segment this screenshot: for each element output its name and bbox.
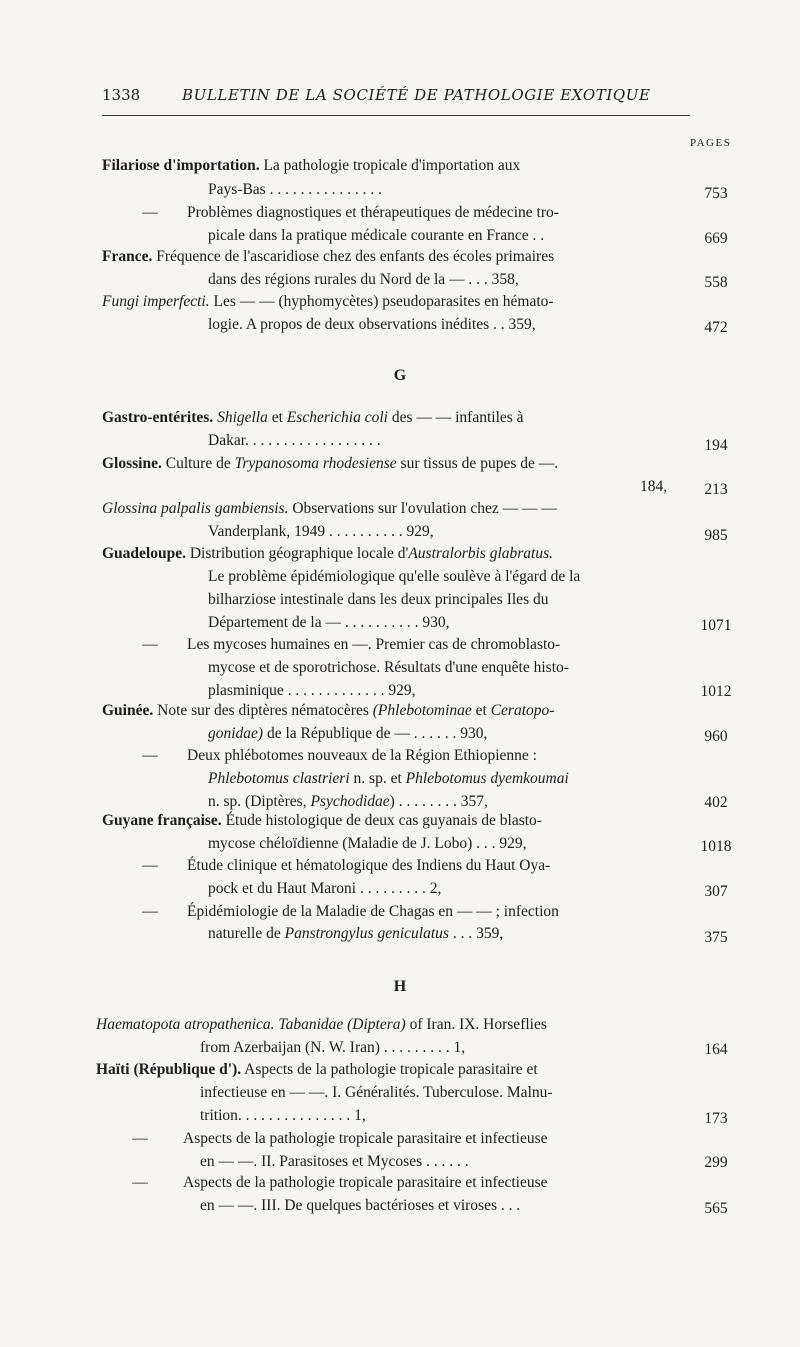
entry-keyword: Guinée.: [102, 702, 154, 719]
species-name: Trypanosoma rhodesiense: [234, 455, 397, 472]
species-name: Shigella: [217, 409, 268, 426]
entry-continuation: Pays-Bas . . . . . . . . . . . . . . .: [208, 181, 382, 198]
page-ref: 1012: [700, 683, 732, 700]
index-entry-heading: [102, 454, 558, 474]
entry-keyword: Fungi imperfecti.: [102, 293, 210, 310]
entry-text: Aspects de la pathologie tropicale parasitaire et: [241, 1061, 538, 1078]
entry-text: et: [471, 702, 491, 719]
index-entry-heading: [102, 811, 542, 831]
index-entry-heading: [102, 499, 557, 519]
entry-text: n. sp. et: [349, 770, 406, 787]
entry-text: naturelle de: [208, 925, 285, 942]
species-name: Escherichia coli: [286, 409, 388, 426]
entry-keyword: Filariose d'importation.: [102, 157, 260, 174]
entry-keyword: Haïti (République d').: [96, 1061, 242, 1078]
species-name: Ceratopo-: [490, 702, 555, 719]
index-entry-heading: [102, 156, 520, 176]
entry-continuation: [208, 724, 487, 744]
page-ref: 472: [704, 319, 728, 336]
page-ref: 1071: [700, 617, 732, 634]
page-ref: 213: [704, 481, 728, 498]
entry-text: Épidémiologie de la Maladie de Chagas en — — ; infection: [187, 903, 559, 920]
entry-text: n. sp. (Diptères,: [208, 793, 311, 810]
page-ref: 1018: [700, 838, 732, 855]
index-entry-heading: [96, 1060, 538, 1080]
entry-keyword: Guyane française.: [102, 812, 222, 829]
ditto-dash: —: [142, 857, 158, 874]
section-letter-h: H: [393, 978, 407, 995]
entry-keyword: Glossina palpalis gambiensis.: [102, 500, 289, 517]
page-ref: 558: [704, 274, 728, 291]
ditto-dash: —: [142, 747, 158, 764]
page-ref: 173: [704, 1110, 728, 1127]
page-ref: 194: [704, 437, 728, 454]
header-rule: [102, 115, 690, 116]
index-entry-heading: [102, 544, 553, 564]
entry-continuation: pock et du Haut Maroni . . . . . . . . . 2,: [208, 880, 442, 897]
entry-text: Fréquence de l'ascaridiose chez des enfants des écoles primaires: [152, 248, 555, 265]
page-ref: 753: [704, 185, 728, 202]
entry-text: Aspects de la pathologie tropicale parasitaire et infectieuse: [183, 1174, 548, 1191]
species-name: gonidae): [208, 725, 264, 742]
entry-text: of Iran. IX. Horseflies: [405, 1016, 547, 1033]
entry-continuation: from Azerbaijan (N. W. Iran) . . . . . . . . . 1,: [200, 1039, 466, 1056]
ditto-dash: —: [142, 903, 158, 920]
ditto-dash: —: [142, 636, 158, 653]
entry-text: Étude clinique et hématologique des Indiens du Haut Oya-: [187, 857, 551, 874]
entry-text: Les — — (hyphomycètes) pseudoparasites en hémato-: [209, 293, 554, 310]
page-ref: 375: [704, 929, 728, 946]
entry-continuation: Dakar. . . . . . . . . . . . . . . . . .: [208, 432, 381, 449]
species-name: Australorbis glabratus.: [408, 545, 554, 562]
species-name: Phlebotomus dyemkoumai: [405, 770, 569, 787]
index-entry-heading: [102, 408, 524, 428]
entry-keyword: Haematopota atropathenica. Tabanidae (Diptera): [96, 1016, 406, 1033]
entry-continuation: Vanderplank, 1949 . . . . . . . . . . 929,: [208, 523, 434, 540]
entry-text: La pathologie tropicale d'importation aux: [259, 157, 521, 174]
ditto-dash: —: [142, 204, 158, 221]
entry-continuation: mycose et de sporotrichose. Résultats d'une enquête histo-: [208, 659, 569, 676]
entry-continuation: trition. . . . . . . . . . . . . . . 1,: [200, 1107, 366, 1124]
index-entry-heading: [102, 247, 554, 267]
entry-keyword: Guadeloupe.: [102, 545, 186, 562]
entry-continuation: en — —. II. Parasitoses et Mycoses . . . . . .: [200, 1153, 469, 1170]
ditto-dash: —: [132, 1130, 148, 1147]
pages-column-label: PAGES: [690, 137, 732, 149]
page-number: 1338: [102, 86, 141, 104]
journal-title: BULLETIN DE LA SOCIÉTÉ DE PATHOLOGIE EXOTIQUE: [182, 86, 651, 104]
entry-continuation: 184,: [640, 478, 668, 495]
entry-text: Les mycoses humaines en —. Premier cas de chromoblasto-: [187, 636, 561, 653]
entry-continuation: logie. A propos de deux observations inédites . . 359,: [208, 316, 536, 333]
entry-text: Culture de: [161, 455, 235, 472]
species-name: Psychodidae: [310, 793, 390, 810]
running-header: [102, 86, 692, 106]
page-ref: 164: [704, 1041, 728, 1058]
entry-keyword: Gastro-entérites.: [102, 409, 214, 426]
entry-continuation: mycose chéloïdienne (Maladie de J. Lobo) . . . 929,: [208, 835, 527, 852]
entry-continuation: [208, 792, 488, 812]
page-ref: 960: [704, 728, 728, 745]
entry-text: de la République de — . . . . . . 930,: [263, 725, 488, 742]
entry-continuation: [208, 769, 569, 789]
entry-text: Distribution géographique locale d': [185, 545, 409, 562]
page-ref: 985: [704, 527, 728, 544]
entry-text: et: [267, 409, 287, 426]
entry-continuation: Le problème épidémiologique qu'elle soulève à l'égard de la: [208, 568, 581, 585]
entry-continuation: en — —. III. De quelques bactérioses et viroses . . .: [200, 1197, 521, 1214]
index-entry-heading: [102, 292, 554, 312]
page-ref: 299: [704, 1154, 728, 1171]
entry-keyword: France.: [102, 248, 153, 265]
entry-text: Note sur des diptères nématocères: [153, 702, 373, 719]
entry-text: Aspects de la pathologie tropicale parasitaire et infectieuse: [183, 1130, 548, 1147]
page-ref: 402: [704, 794, 728, 811]
index-entry-heading: [96, 1015, 547, 1035]
page-ref: 565: [704, 1200, 728, 1217]
entry-keyword: Glossine.: [102, 455, 162, 472]
entry-continuation: [208, 924, 503, 944]
entry-text: sur tissus de pupes de —.: [396, 455, 559, 472]
entry-continuation: Département de la — . . . . . . . . . . 930,: [208, 614, 450, 631]
page-ref: 307: [704, 883, 728, 900]
entry-text: . . . 359,: [448, 925, 504, 942]
page-ref: 669: [704, 230, 728, 247]
entry-text: des — — infantiles à: [387, 409, 524, 426]
entry-text: ) . . . . . . . . 357,: [389, 793, 488, 810]
index-entry-heading: [102, 701, 554, 721]
species-name: Panstrongylus geniculatus: [284, 925, 449, 942]
entry-text: Étude histologique de deux cas guyanais de blasto-: [221, 812, 542, 829]
entry-continuation: plasminique . . . . . . . . . . . . . 929,: [208, 682, 416, 699]
entry-text: Deux phlébotomes nouveaux de la Région Ethiopienne :: [187, 747, 537, 764]
species-name: Phlebotomus clastrieri: [208, 770, 350, 787]
entry-continuation: picale dans la pratique médicale courante en France . .: [208, 227, 545, 244]
entry-continuation: dans des régions rurales du Nord de la — . . . 358,: [208, 271, 519, 288]
ditto-dash: —: [132, 1174, 148, 1191]
entry-text: Observations sur l'ovulation chez — — —: [288, 500, 557, 517]
section-letter-g: G: [393, 367, 407, 384]
species-name: (Phlebotominae: [372, 702, 472, 719]
entry-continuation: bilharziose intestinale dans les deux principales Iles du: [208, 591, 549, 608]
entry-text: Problèmes diagnostiques et thérapeutiques de médecine tro-: [187, 204, 559, 221]
entry-continuation: infectieuse en — —. I. Généralités. Tuberculose. Malnu-: [200, 1084, 553, 1101]
